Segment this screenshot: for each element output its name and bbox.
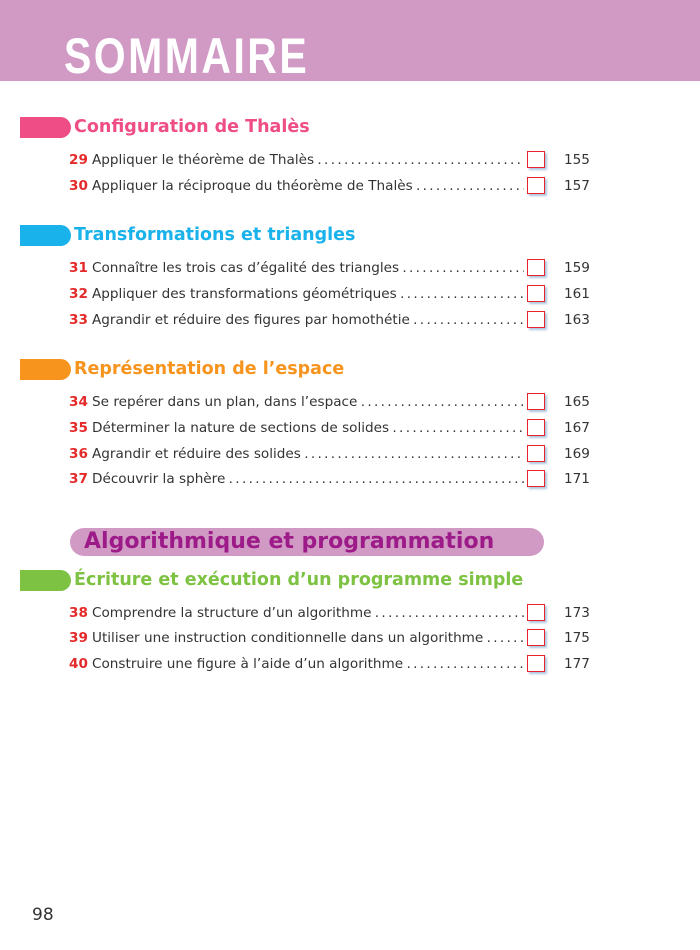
toc-entry[interactable] [0,309,700,331]
entry-text: Connaître les trois cas d’égalité des triangles . . . [92,257,524,279]
page-number: 98 [32,905,54,925]
entry-number: 29 [69,152,88,168]
section-color-bar [20,570,71,591]
entry-page: 177 [564,656,590,672]
entry-text: Utiliser une instruction conditionnelle dans un algorithme . . . [92,627,524,649]
entry-number: 38 [69,605,88,621]
entry-page: 171 [564,471,590,487]
entry-number: 35 [69,420,88,436]
section-title: Écriture et exécution d’un programme simple [74,570,524,590]
entry-number: 39 [69,630,88,646]
entry-page: 165 [564,394,590,410]
toc-entry[interactable] [0,602,700,624]
entry-number: 32 [69,286,88,302]
entry-number: 36 [69,446,88,462]
entry-number: 37 [69,471,88,487]
header-banner [0,0,700,84]
entry-number: 30 [69,178,88,194]
section-heading [0,356,700,382]
checkbox[interactable] [527,259,545,276]
checkbox[interactable] [527,393,545,410]
checkbox[interactable] [527,604,545,621]
entry-number: 40 [69,656,88,672]
entry-text: Découvrir la sphère . . . [92,468,524,490]
checkbox[interactable] [527,629,545,646]
toc-entry[interactable] [0,149,700,171]
toc-entry[interactable] [0,175,700,197]
toc-entry[interactable] [0,653,700,675]
toc-entry[interactable] [0,627,700,649]
checkbox[interactable] [527,151,545,168]
section-color-bar [20,359,71,380]
section-heading [0,567,700,593]
checkbox[interactable] [527,419,545,436]
entry-page: 157 [564,178,590,194]
entry-text: Agrandir et réduire des solides . . . [92,443,524,465]
part-title: Algorithmique et programmation [84,529,495,554]
checkbox[interactable] [527,285,545,302]
entry-page: 155 [564,152,590,168]
page-title: SOMMAIRE [64,28,310,84]
section-color-bar [20,117,71,138]
checkbox[interactable] [527,177,545,194]
entry-page: 173 [564,605,590,621]
entry-text: Construire une figure à l’aide d’un algorithme . . . [92,653,524,675]
section-heading [0,114,700,140]
entry-text: Appliquer la réciproque du théorème de Thalès . . . [92,175,524,197]
entry-text: Appliquer des transformations géométriques . . . [92,283,524,305]
checkbox[interactable] [527,445,545,462]
entry-text: Déterminer la nature de sections de solides . . . [92,417,524,439]
entry-text: Agrandir et réduire des figures par homothétie . . . [92,309,524,331]
section-heading [0,222,700,248]
entry-page: 159 [564,260,590,276]
toc-entry[interactable] [0,283,700,305]
toc-entry[interactable] [0,443,700,465]
section-title: Configuration de Thalès [74,117,310,137]
checkbox[interactable] [527,470,545,487]
entry-text: Appliquer le théorème de Thalès . . . [92,149,524,171]
section-title: Représentation de l’espace [74,359,345,379]
entry-page: 169 [564,446,590,462]
entry-text: Comprendre la structure d’un algorithme . . . [92,602,524,624]
entry-page: 167 [564,420,590,436]
section-title: Transformations et triangles [74,225,356,245]
entry-page: 161 [564,286,590,302]
toc-entry[interactable] [0,257,700,279]
entry-number: 34 [69,394,88,410]
checkbox[interactable] [527,311,545,328]
toc-entry[interactable] [0,417,700,439]
checkbox[interactable] [527,655,545,672]
toc-entry[interactable] [0,468,700,490]
entry-number: 33 [69,312,88,328]
entry-text: Se repérer dans un plan, dans l’espace . . . [92,391,524,413]
entry-page: 163 [564,312,590,328]
entry-page: 175 [564,630,590,646]
toc-entry[interactable] [0,391,700,413]
section-color-bar [20,225,71,246]
entry-number: 31 [69,260,88,276]
part-heading [70,528,544,556]
